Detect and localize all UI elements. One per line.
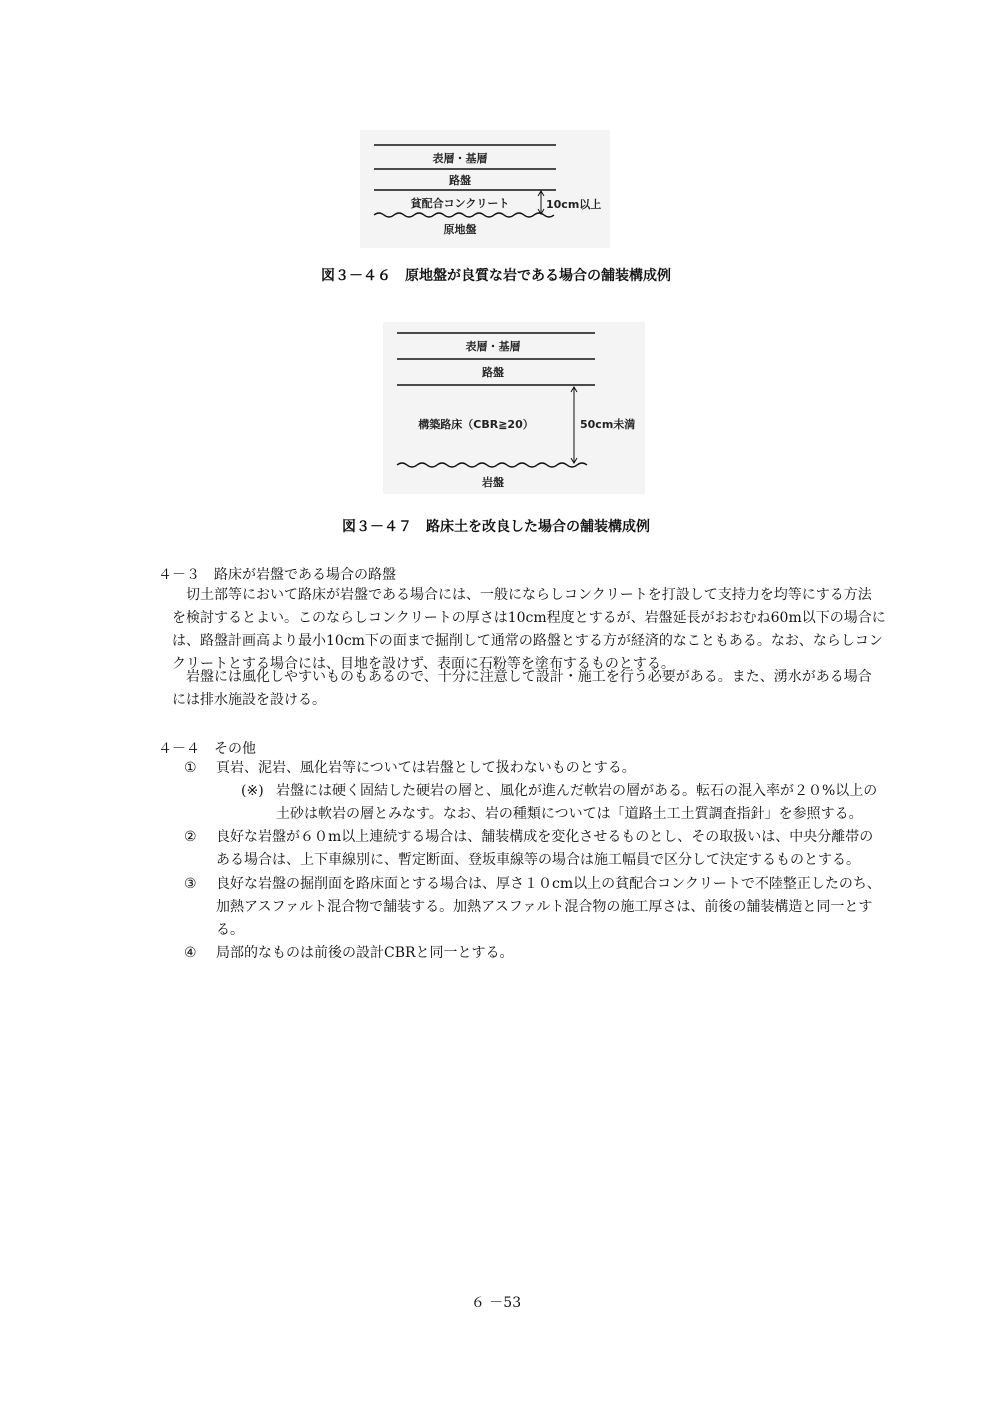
figure-original-ground bbox=[360, 130, 610, 248]
fig1-dimension: 10cm以上 bbox=[546, 198, 602, 211]
page-number: ６ －53 bbox=[470, 1295, 522, 1311]
note-line: 岩盤には硬く固結した硬岩の層と、風化が進んだ軟岩の層がある。転石の混入率が２０%以上の bbox=[276, 783, 878, 799]
section-4-3-heading: ４－３ 路床が岩盤である場合の路盤 bbox=[158, 567, 396, 583]
fig1-label-surface: 表層・基層 bbox=[432, 152, 488, 165]
fig2-label-subgrade: 構築路床（CBR≧20） bbox=[418, 418, 534, 431]
fig2-dimension: 50cm未満 bbox=[580, 418, 636, 431]
fig2-label-surface: 表層・基層 bbox=[465, 340, 521, 353]
item-line: ある場合は、上下車線別に、暫定断面、登坂車線等の場合は施工幅員で区分して決定するものとする。 bbox=[216, 852, 860, 868]
fig1-label-ground: 原地盤 bbox=[443, 223, 477, 236]
figure1-diagram bbox=[360, 130, 610, 248]
section-4-3-paragraph-1 bbox=[172, 584, 932, 676]
item-1-number: ① bbox=[184, 760, 197, 776]
item-3-text bbox=[216, 873, 926, 942]
item-4-number: ④ bbox=[184, 945, 197, 961]
item-line: る。 bbox=[216, 922, 244, 938]
item-line: 加熱アスファルト混合物で舗装する。加熱アスファルト混合物の施工厚さは、前後の舗装構造と同一とす bbox=[216, 899, 873, 915]
paragraph-line: には排水施設を設ける。 bbox=[172, 692, 326, 708]
fig1-label-roadbed: 路盤 bbox=[449, 174, 471, 187]
item-line: 局部的なものは前後の設計CBRと同一とする。 bbox=[216, 945, 514, 961]
fig2-label-roadbed: 路盤 bbox=[482, 366, 504, 379]
item-1-text bbox=[216, 757, 926, 780]
note-text bbox=[276, 780, 926, 826]
paragraph-line: を検討するとよい。このならしコンクリートの厚さは10cm程度とするが、岩盤延長がおおむね60m以下の場合に bbox=[172, 610, 886, 626]
item-3-number: ③ bbox=[184, 876, 197, 892]
paragraph-line: は、路盤計画高より最小10cm下の面まで掘削して通常の路盤とする方が経済的なこともある。なお、ならしコン bbox=[172, 633, 883, 649]
item-2-number: ② bbox=[184, 829, 197, 845]
item-4-text bbox=[216, 942, 926, 965]
fig2-label-bedrock: 岩盤 bbox=[482, 476, 504, 489]
item-line: 頁岩、泥岩、風化岩等については岩盤として扱わないものとする。 bbox=[216, 760, 636, 776]
section-4-4-heading: ４－４ その他 bbox=[158, 741, 256, 757]
item-2-text bbox=[216, 826, 926, 872]
note-mark: (※) bbox=[241, 783, 264, 799]
paragraph-line: 岩盤には風化しやすいものもあるので、十分に注意して設計・施工を行う必要がある。また、湧水がある場合 bbox=[186, 669, 872, 685]
figure2-diagram bbox=[383, 322, 645, 494]
paragraph-line: クリートとする場合には、目地を設けず、表面に石粉等を塗布するものとする。 bbox=[172, 656, 675, 672]
figure-improved-subgrade bbox=[383, 322, 645, 494]
figure1-caption: 図３－４６ 原地盤が良質な岩である場合の舗装構成例 bbox=[321, 268, 671, 284]
fig1-label-lean-concrete: 貧配合コンクリート bbox=[410, 197, 510, 210]
figure2-caption: 図３－４７ 路床土を改良した場合の舗装構成例 bbox=[342, 519, 650, 535]
section-4-3-paragraph-2 bbox=[172, 666, 932, 712]
item-line: 良好な岩盤の掘削面を路床面とする場合は、厚さ１０cm以上の貧配合コンクリートで不陸整正したのち、 bbox=[216, 876, 881, 892]
note-line: 土砂は軟岩の層とみなす。なお、岩の種類については「道路土工土質調査指針」を参照する。 bbox=[276, 806, 863, 822]
paragraph-line: 切土部等において路床が岩盤である場合には、一般にならしコンクリートを打設して支持力を均等にする方法 bbox=[186, 587, 872, 603]
item-line: 良好な岩盤が６０m以上連続する場合は、舗装構成を変化させるものとし、その取扱いは、中央分離帯の bbox=[216, 829, 874, 845]
